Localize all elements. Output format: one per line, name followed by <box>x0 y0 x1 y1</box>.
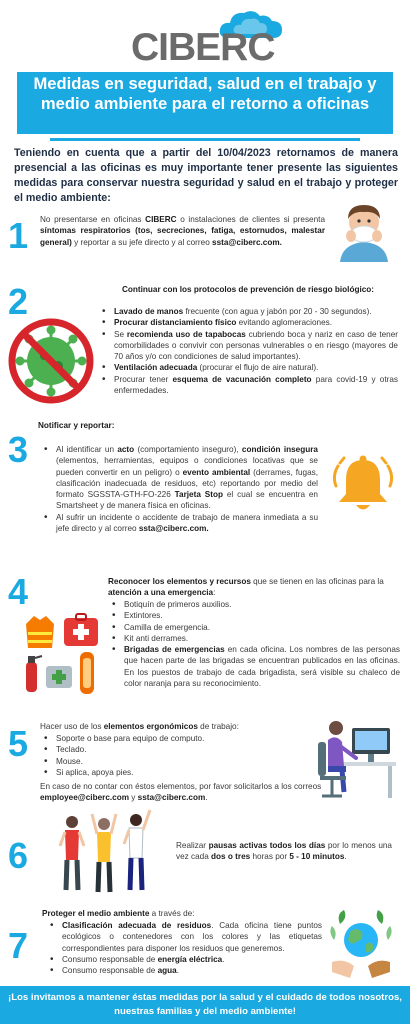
intro-paragraph: Teniendo en cuenta que a partir del 10/04/2023 retornamos de manera presencial a las oficinas es muy importante tener presente las siguientes medidas para conservar nuestra seguridad y salud en el trabajo y proteger el medio ambiente: <box>14 147 398 204</box>
section-5-heading: Hacer uso de los elementos ergonómicos de trabajo: <box>40 722 239 731</box>
list-item: • Teclado. <box>52 744 302 755</box>
brand-name: CIBERC <box>131 26 275 69</box>
list-item: • Clasificación adecuada de residuos. Cada oficina tiene puntos ecológicos o contenedores con los colores y las etiquetas correspondientes para disponer los residuos que generemos. <box>58 920 322 954</box>
section-number-3: 3 <box>8 429 29 470</box>
list-item: • Extintores. <box>120 610 400 621</box>
section-3-list <box>42 444 318 534</box>
brand-logo <box>0 4 410 70</box>
list-item: • Lavado de manos frecuente (con agua y jabón por 20 - 30 segundos). <box>110 306 398 317</box>
list-item: • Se recomienda uso de tapabocas cubriendo boca y nariz en caso de tener comorbilidades o convivir con personas vulnerables o en riesgo (mayores de 70 años y/o con condiciones de salud importantes). <box>110 329 398 363</box>
active-break-people-icon <box>56 808 156 900</box>
list-item: • Botiquín de primeros auxilios. <box>120 599 400 610</box>
section-6-text: Realizar pausas activas todos los días por lo menos una vez cada dos o tres horas por 5 - 10 minutos. <box>176 841 392 862</box>
list-item: • Ventilación adecuada (procurar el flujo de aire natural). <box>110 362 398 373</box>
list-item: • Al sufrir un incidente o accidente de trabajo de manera inmediata a su jefe directo y al correo ssta@ciberc.com. <box>52 512 318 535</box>
alert-bell-icon <box>328 452 398 518</box>
list-item: • Brigadas de emergencias en cada oficina. Los nombres de las personas que hacen parte de las brigadas se encuentran publicados en las oficinas. En los puestos de trabajo de cada brigadista, será visible su chaleco de color naranja para su reconocimiento. <box>120 644 400 689</box>
section-7-heading: Proteger el medio ambiente a través de: <box>42 909 195 918</box>
section-number-1: 1 <box>8 215 29 256</box>
list-item: • Al identificar un acto (comportamiento inseguro), condición insegura (elementos, herramientas, equipos o condiciones locativas que se pueden convertir en un peligro) o evento ambiental (derrames, fugas, clasificación inadecuada de residuos, etc) reportando por medio del formato SGSSTA-GTH-FO-226 Tarjeta Stop el cual se encuentra en Smartsheet y de manera física en oficinas. <box>52 444 318 512</box>
section-5-note: En caso de no contar con éstos elementos, por favor solicitarlos a los correos employee@ciberc.com y ssta@ciberc.com. <box>40 782 322 803</box>
section-4-heading: Reconocer los elementos y recursos que se tienen en las oficinas para la atención a una emergencia: <box>108 577 384 598</box>
ergonomic-desk-icon <box>312 712 396 800</box>
section-number-6: 6 <box>8 835 29 876</box>
list-item: • Mouse. <box>52 756 302 767</box>
list-item: • Consumo responsable de energía eléctrica. <box>58 954 322 965</box>
emergency-kit-icons <box>22 612 104 696</box>
sneezing-person-icon <box>336 200 392 262</box>
section-5-list <box>42 733 302 778</box>
section-number-4: 4 <box>8 571 29 612</box>
list-item: • Camilla de emergencia. <box>120 622 400 633</box>
list-item: • Si aplica, apoya pies. <box>52 767 302 778</box>
section-number-2: 2 <box>8 281 29 322</box>
page-title: Medidas en seguridad, salud en el trabajo y medio ambiente para el retorno a oficinas <box>33 74 377 113</box>
list-item: • Kit anti derrames. <box>120 633 400 644</box>
earth-care-icon <box>326 906 396 982</box>
section-number-7: 7 <box>8 925 29 966</box>
no-virus-icon <box>8 318 94 404</box>
section-number-5: 5 <box>8 723 29 764</box>
section-2-list <box>100 306 398 396</box>
list-item: • Procurar tener esquema de vacunación completo para covid-19 y otras enfermedades. <box>110 374 398 397</box>
section-2-heading: Continuar con los protocolos de prevención de riesgo biológico: <box>121 285 374 294</box>
footer-banner: ¡Los invitamos a mantener éstas medidas por la salud y el cuidado de todos nosotros, nuestras familias y del medio ambiente! <box>0 986 410 1024</box>
title-divider <box>50 138 360 141</box>
list-item: • Soporte o base para equipo de computo. <box>52 733 302 744</box>
section-7-list <box>48 920 322 976</box>
section-3-heading: Notificar y reportar: <box>38 421 115 430</box>
section-1-text: No presentarse en oficinas CIBERC o instalaciones de clientes si presenta síntomas respiratorios (tos, secreciones, fatiga, estornudos, malestar general) y reportar a su jefe directo y al correo ssta@ciberc.com. <box>40 215 325 247</box>
section-4-list <box>110 599 400 689</box>
list-item: • Procurar distanciamiento físico evitando aglomeraciones. <box>110 317 398 328</box>
list-item: • Consumo responsable de agua. <box>58 965 322 976</box>
